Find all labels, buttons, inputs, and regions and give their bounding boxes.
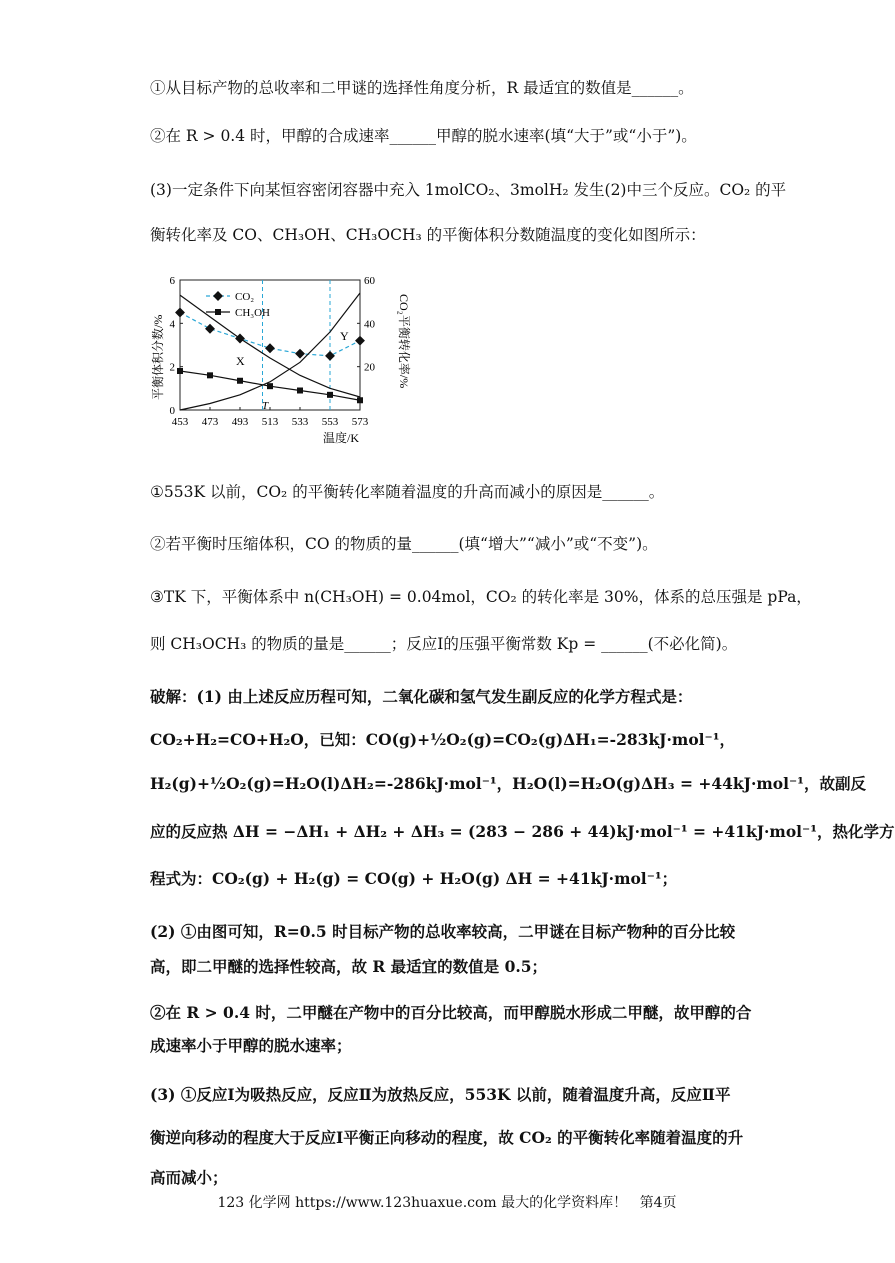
ch3oh-point (177, 368, 183, 374)
co2-point (355, 336, 365, 346)
y-right-tick-label: 20 (364, 361, 375, 374)
ch3oh-point (267, 383, 273, 389)
legend (206, 291, 270, 319)
footer-site: 123 化学网 https://www.123huaxue.com 最大的化学资料库！ (217, 1195, 628, 1211)
x-tick-label: 453 (171, 416, 189, 428)
y-left-label: 平衡体积分数/% (151, 314, 165, 400)
question-2-2: ②在 R > 0.4 时，甲醇的合成速率______甲醇的脱水速率(填“大于”或“小于”)。 (150, 127, 697, 145)
co2-point (175, 308, 185, 318)
co2-point (325, 351, 335, 361)
solution-line-7: 高，即二甲醚的选择性较高，故 R 最适宜的数值是 0.5； (150, 957, 548, 976)
question-3-1: ①553K 以前，CO₂ 的平衡转化率随着温度的升高而减小的原因是______。 (150, 483, 665, 501)
solution-line-12: 高而减小； (150, 1168, 228, 1187)
question-3-3b: 则 CH₃OCH₃ 的物质的量是______；反应Ⅰ的压强平衡常数 Kp = ______(不必化简)。 (150, 635, 738, 653)
solution-line-3: H₂(g)+½O₂(g)=H₂O(l)ΔH₂=-286kJ·mol⁻¹，H₂O(l)=H₂O(g)ΔH₃ = +44kJ·mol⁻¹，故副反 (150, 774, 866, 793)
question-3-2: ②若平衡时压缩体积，CO 的物质的量______(填“增大”“减小”或“不变”)。 (150, 535, 658, 553)
co2-point (235, 334, 245, 344)
solution-line-9: 成速率小于甲醇的脱水速率； (150, 1036, 352, 1055)
question-2-1: ①从目标产物的总收率和二甲谜的选择性角度分析，R 最适宜的数值是______。 (150, 79, 694, 97)
co2-point (265, 343, 275, 353)
ch3oh-point (327, 392, 333, 398)
ch3oh-point (237, 378, 243, 384)
y-left-tick-label: 0 (169, 405, 175, 417)
question-3-3a: ③TK 下，平衡体系中 n(CH₃OH) = 0.04mol，CO₂ 的转化率是 30%，体系的总压强是 pPa， (150, 588, 812, 606)
solution-line-2: CO₂+H₂=CO+H₂O，已知：CO(g)+½O₂(g)=CO₂(g)ΔH₁=-283kJ·mol⁻¹， (150, 730, 736, 749)
solution-line-8: ②在 R > 0.4 时，二甲醚在产物中的百分比较高，而甲醇脱水形成二甲醚，故甲醇的合 (150, 1003, 752, 1022)
legend-ch3oh: CH₃OH (235, 307, 271, 319)
question-3-intro-2: 衡转化率及 CO、CH₃OH、CH₃OCH₃ 的平衡体积分数随温度的变化如图所示： (150, 226, 706, 244)
x-label: 温度/K (323, 431, 360, 445)
solution-line-6: (2) ①由图可知，R=0.5 时目标产物的总收率较高，二甲谜在目标产物种的百分比较 (150, 922, 736, 941)
legend-co2: CO₂ (235, 291, 255, 303)
y-right-tick-label: 60 (364, 275, 375, 287)
temperature-label-t: T (262, 400, 269, 412)
x-tick-label: 493 (231, 416, 249, 428)
curve-label-x: X (236, 354, 245, 368)
chart-svg (148, 270, 411, 460)
x-tick-label: 553 (321, 416, 339, 428)
equilibrium-chart (148, 270, 411, 460)
curve-label-y: Y (340, 329, 349, 343)
ch3oh-point (207, 372, 213, 378)
solution-line-11: 衡逆向移动的程度大于反应Ⅰ平衡正向移动的程度，故 CO₂ 的平衡转化率随着温度的升 (150, 1128, 744, 1147)
y-right-tick-label: 40 (364, 318, 375, 331)
y-left-tick-label: 2 (169, 361, 175, 374)
x-tick-label: 533 (291, 416, 309, 428)
ch3oh-point (357, 397, 363, 403)
y-left-tick-label: 6 (169, 275, 175, 287)
solution-line-4: 应的反应热 ΔH = −ΔH₁ + ΔH₂ + ΔH₃ = (283 − 286 + 44)kJ·mol⁻¹ = +41kJ·mol⁻¹，热化学方 (150, 822, 895, 841)
solution-line-10: (3) ①反应Ⅰ为吸热反应，反应Ⅱ为放热反应，553K 以前，随着温度升高，反应Ⅱ平 (150, 1085, 731, 1104)
y-right-label: CO₂平衡转化率/% (397, 294, 411, 389)
co2-point (205, 324, 215, 334)
footer-page-number: 第4页 (639, 1195, 677, 1211)
solution-line-5: 程式为：CO₂(g) + H₂(g) = CO(g) + H₂O(g) ΔH = +41kJ·mol⁻¹； (150, 869, 678, 888)
ch3oh-point (297, 388, 303, 394)
solution-line-1: 破解：(1) 由上述反应历程可知，二氧化碳和氢气发生副反应的化学方程式是： (150, 687, 693, 706)
x-tick-label: 513 (261, 416, 279, 428)
co2-point (295, 349, 305, 359)
x-tick-label: 573 (351, 416, 369, 428)
y-left-tick-label: 4 (169, 318, 175, 331)
x-tick-label: 473 (201, 416, 219, 428)
question-3-intro-1: (3)一定条件下向某恒容密闭容器中充入 1molCO₂、3molH₂ 发生(2)中三个反应。CO₂ 的平 (150, 181, 787, 199)
page-footer (0, 1192, 894, 1212)
